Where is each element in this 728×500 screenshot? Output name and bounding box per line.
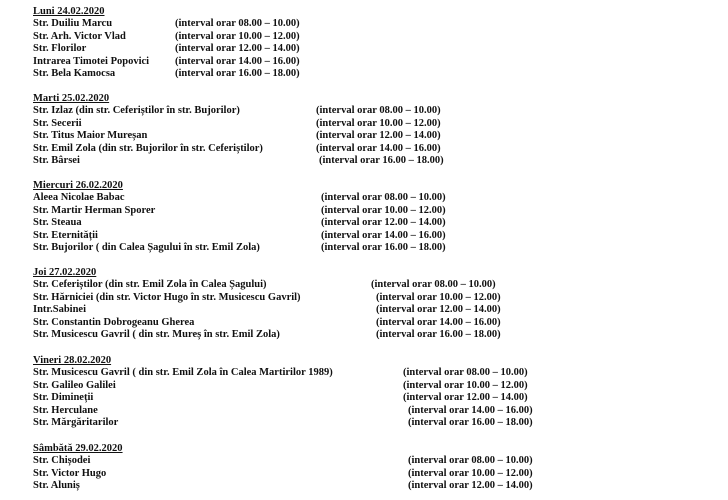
schedule-row [33,405,723,418]
time-interval: (interval orar 10.00 – 12.00) [408,467,533,479]
time-interval: (interval orar 10.00 – 12.00) [403,379,528,391]
time-interval: (interval orar 14.00 – 16.00) [321,229,446,241]
street-name: Str. Bela Kamocsa [33,68,116,80]
time-interval: (interval orar 08.00 – 10.00) [321,192,446,203]
street-name: Str. Duiliu Marcu [33,18,113,29]
street-name: Intr.Sabinei [33,304,87,316]
time-interval: (interval orar 12.00 – 14.00) [316,130,441,142]
time-interval: (interval orar 12.00 – 14.00) [403,392,528,404]
schedule-row [33,130,723,143]
schedule-row [33,304,723,317]
street-name: Str. Ceferiștilor (din str. Emil Zola în Calea Șagului) [33,279,267,290]
schedule-row [33,155,723,168]
time-interval: (interval orar 08.00 – 10.00) [316,105,441,116]
street-name: Str. Steaua [33,217,82,229]
day-section [33,442,723,493]
street-name: Str. Herculane [33,404,98,416]
schedule-row [33,329,723,342]
street-name: Str. Aluniș [33,480,80,492]
day-heading: Luni 24.02.2020 [33,6,105,17]
day-section [33,354,723,430]
street-name: Str. Bujorilor ( din Calea Șagului în str. Emil Zola) [33,242,260,254]
schedule-row [33,105,723,118]
time-interval: (interval orar 14.00 – 16.00) [408,404,533,416]
schedule-row [33,118,723,131]
street-name: Str. Chișodei [33,455,91,466]
street-name: Str. Titus Maior Mureșan [33,130,148,142]
day-heading: Sâmbătă 29.02.2020 [33,443,123,454]
street-name: Str. Izlaz (din str. Ceferiștilor în str. Bujorilor) [33,105,240,116]
time-interval: (interval orar 14.00 – 16.00) [376,316,501,328]
schedule-row [33,417,723,430]
schedule-row [33,217,723,230]
time-interval: (interval orar 08.00 – 10.00) [371,279,496,290]
street-name: Str. Secerii [33,117,82,129]
schedule-row [33,230,723,243]
schedule-row [33,455,723,468]
schedule-row [33,192,723,205]
schedule-row [33,31,723,44]
time-interval: (interval orar 10.00 – 12.00) [376,291,501,303]
schedule-row [33,18,723,31]
time-interval: (interval orar 16.00 – 18.00) [376,329,501,341]
time-interval: (interval orar 10.00 – 12.00) [175,30,300,42]
day-section [33,5,723,81]
street-name: Str. Bârsei [33,155,80,167]
time-interval: (interval orar 12.00 – 14.00) [376,304,501,316]
schedule-row [33,380,723,393]
day-heading: Miercuri 26.02.2020 [33,180,123,191]
schedule-row [33,317,723,330]
time-interval: (interval orar 08.00 – 10.00) [175,18,300,29]
time-interval: (interval orar 08.00 – 10.00) [408,455,533,466]
schedule-row [33,392,723,405]
day-heading: Vineri 28.02.2020 [33,355,112,366]
street-name: Str. Galileo Galilei [33,379,116,391]
street-name: Str. Constantin Dobrogeanu Gherea [33,316,195,328]
time-interval: (interval orar 16.00 – 18.00) [408,417,533,429]
day-section [33,266,723,342]
street-name: Str. Martir Herman Sporer [33,204,156,216]
time-interval: (interval orar 10.00 – 12.00) [321,204,446,216]
schedule-row [33,279,723,292]
street-name: Str. Florilor [33,43,87,55]
street-name: Str. Musicescu Gavril ( din str. Emil Zola în Calea Martirilor 1989) [33,367,333,378]
schedule-row [33,56,723,69]
schedule-row [33,367,723,380]
time-interval: (interval orar 14.00 – 16.00) [175,55,300,67]
time-interval: (interval orar 08.00 – 10.00) [403,367,528,378]
street-name: Intrarea Timotei Popovici [33,55,150,67]
schedule-row [33,292,723,305]
time-interval: (interval orar 12.00 – 14.00) [321,217,446,229]
time-interval: (interval orar 12.00 – 14.00) [175,43,300,55]
time-interval: (interval orar 14.00 – 16.00) [316,142,441,154]
schedule-row [33,43,723,56]
time-interval: (interval orar 16.00 – 18.00) [175,68,300,80]
street-name: Str. Hărniciei (din str. Victor Hugo în str. Musicescu Gavril) [33,291,301,303]
street-name: Str. Victor Hugo [33,467,107,479]
street-name: Str. Musicescu Gavril ( din str. Mureș în str. Emil Zola) [33,329,280,341]
day-heading: Joi 27.02.2020 [33,267,97,278]
street-name: Aleea Nicolae Babac [33,192,125,203]
street-name: Str. Emil Zola (din str. Bujorilor în str. Ceferiștilor) [33,142,263,154]
street-name: Str. Eternității [33,229,98,241]
time-interval: (interval orar 16.00 – 18.00) [321,242,446,254]
schedule-row [33,143,723,156]
street-name: Str. Mărgăritarilor [33,417,119,429]
time-interval: (interval orar 10.00 – 12.00) [316,117,441,129]
day-section [33,92,723,168]
day-section [33,179,723,255]
day-heading: Marti 25.02.2020 [33,93,110,104]
time-interval: (interval orar 16.00 – 18.00) [319,155,444,167]
schedule-row [33,68,723,81]
schedule-row [33,480,723,493]
time-interval: (interval orar 12.00 – 14.00) [408,480,533,492]
schedule-row [33,205,723,218]
street-name: Str. Arh. Victor Vlad [33,30,126,42]
street-name: Str. Dimineții [33,392,94,404]
schedule-row [33,468,723,481]
schedule-row [33,242,723,255]
